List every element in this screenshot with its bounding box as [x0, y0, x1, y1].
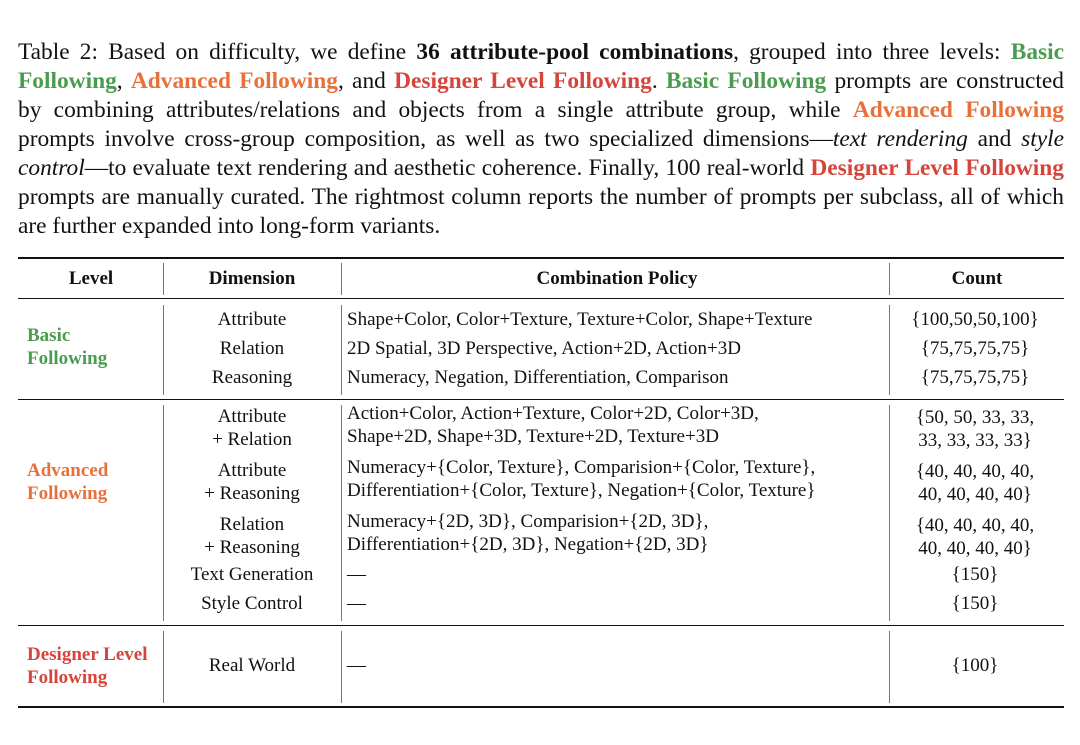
caption-text: and — [967, 126, 1022, 152]
header-dimension: Dimension — [208, 268, 296, 289]
policy-cell: Action+Color, Action+Texture, Color+2D, Color+3D, — [347, 403, 759, 424]
dimension-cell: + Reasoning — [204, 483, 300, 504]
caption-text: . — [651, 68, 666, 94]
policy-cell: — — [347, 655, 366, 676]
count-cell: {75,75,75,75} — [920, 367, 1030, 388]
policy-cell: Numeracy, Negation, Differentiation, Comparison — [347, 367, 729, 388]
level-advanced-line1: Advanced — [27, 460, 109, 481]
count-cell: {100,50,50,100} — [911, 309, 1039, 330]
policy-cell: Differentiation+{2D, 3D}, Negation+{2D, 3D} — [347, 534, 709, 555]
header-level: Level — [68, 268, 114, 289]
policy-cell: Shape+Color, Color+Texture, Texture+Color, Shape+Texture — [347, 309, 813, 330]
level-designer-line2: Following — [27, 667, 108, 688]
caption-intro: Table 2: Based on difficulty, we define — [18, 39, 417, 65]
level-advanced-line2: Following — [27, 483, 108, 504]
level-basic-line1: Basic — [27, 325, 71, 346]
basic-following-label: Basic Following — [665, 68, 827, 94]
policy-cell: Differentiation+{Color, Texture}, Negation+{Color, Texture} — [347, 480, 816, 501]
section-rule — [18, 625, 1064, 626]
column-rule — [889, 631, 890, 703]
caption-text: prompts are constructed by combining attributes/relations and objects from a single attribute group, while — [18, 68, 1064, 123]
dimension-cell: Text Generation — [190, 564, 314, 585]
caption-italic: text rendering — [832, 126, 968, 152]
dimension-cell: Attribute — [217, 460, 287, 481]
policy-cell: — — [347, 593, 366, 614]
level-designer-line1: Designer Level — [27, 644, 148, 665]
policy-cell: Shape+2D, Shape+3D, Texture+2D, Texture+3D — [347, 426, 719, 447]
column-rule — [163, 631, 164, 703]
dimension-cell: + Relation — [212, 429, 292, 450]
caption-text: —to evaluate text rendering and aesthetic coherence. Finally, 100 real-world — [84, 155, 811, 181]
level-basic-line2: Following — [27, 348, 108, 369]
count-cell: {40, 40, 40, 40, — [915, 515, 1035, 536]
dimension-cell: + Reasoning — [204, 537, 300, 558]
dimension-cell: Relation — [219, 514, 285, 535]
count-cell: 40, 40, 40, 40} — [918, 484, 1032, 505]
caption-text: prompts are manually curated. The rightmost column reports the number of prompts per subclass, all of which are further expanded into long-form variants. — [18, 184, 1064, 239]
column-rule — [163, 405, 164, 621]
caption-italic: style control — [18, 126, 1064, 181]
column-rule — [341, 263, 342, 295]
count-cell: {150} — [951, 564, 999, 585]
column-rule — [889, 263, 890, 295]
advanced-following-label: Advanced Following — [130, 68, 338, 94]
count-cell: 33, 33, 33, 33} — [918, 430, 1032, 451]
caption-text: , and — [337, 68, 395, 94]
dimension-cell: Attribute — [217, 309, 287, 330]
header-count: Count — [951, 268, 1003, 289]
bottom-rule — [18, 706, 1064, 708]
header-policy: Combination Policy — [536, 268, 698, 289]
policy-cell: — — [347, 564, 366, 585]
caption-bold-phrase: 36 attribute-pool combinations — [416, 39, 734, 65]
dimension-cell: Real World — [208, 655, 296, 676]
policy-cell: 2D Spatial, 3D Perspective, Action+2D, Action+3D — [347, 338, 741, 359]
header-rule — [18, 298, 1064, 299]
table-caption — [18, 38, 1064, 241]
column-rule — [163, 305, 164, 395]
dimension-cell: Reasoning — [211, 367, 293, 388]
column-rule — [341, 405, 342, 621]
caption-text: , grouped into three levels: — [733, 39, 1011, 65]
top-rule — [18, 257, 1064, 259]
caption-text: prompts involve cross-group composition, as well as two specialized dimensions— — [18, 126, 833, 152]
count-cell: 40, 40, 40, 40} — [918, 538, 1032, 559]
count-cell: {75,75,75,75} — [920, 338, 1030, 359]
dimension-cell: Relation — [219, 338, 285, 359]
caption-text: , — [116, 68, 131, 94]
section-rule — [18, 399, 1064, 400]
column-rule — [889, 405, 890, 621]
policy-cell: Numeracy+{Color, Texture}, Comparision+{Color, Texture}, — [347, 457, 816, 478]
policy-cell: Numeracy+{2D, 3D}, Comparision+{2D, 3D}, — [347, 511, 709, 532]
column-rule — [889, 305, 890, 395]
designer-following-label: Designer Level Following — [394, 68, 652, 94]
results-table — [18, 257, 1064, 709]
dimension-cell: Attribute — [217, 406, 287, 427]
designer-following-label: Designer Level Following — [810, 155, 1064, 181]
column-rule — [163, 263, 164, 295]
count-cell: {100} — [951, 655, 999, 676]
column-rule — [341, 631, 342, 703]
count-cell: {40, 40, 40, 40, — [915, 461, 1035, 482]
dimension-cell: Style Control — [201, 593, 303, 614]
advanced-following-label: Advanced Following — [852, 97, 1064, 123]
column-rule — [341, 305, 342, 395]
count-cell: {50, 50, 33, 33, — [915, 407, 1035, 428]
basic-following-label: Basic Following — [18, 39, 1064, 94]
count-cell: {150} — [951, 593, 999, 614]
